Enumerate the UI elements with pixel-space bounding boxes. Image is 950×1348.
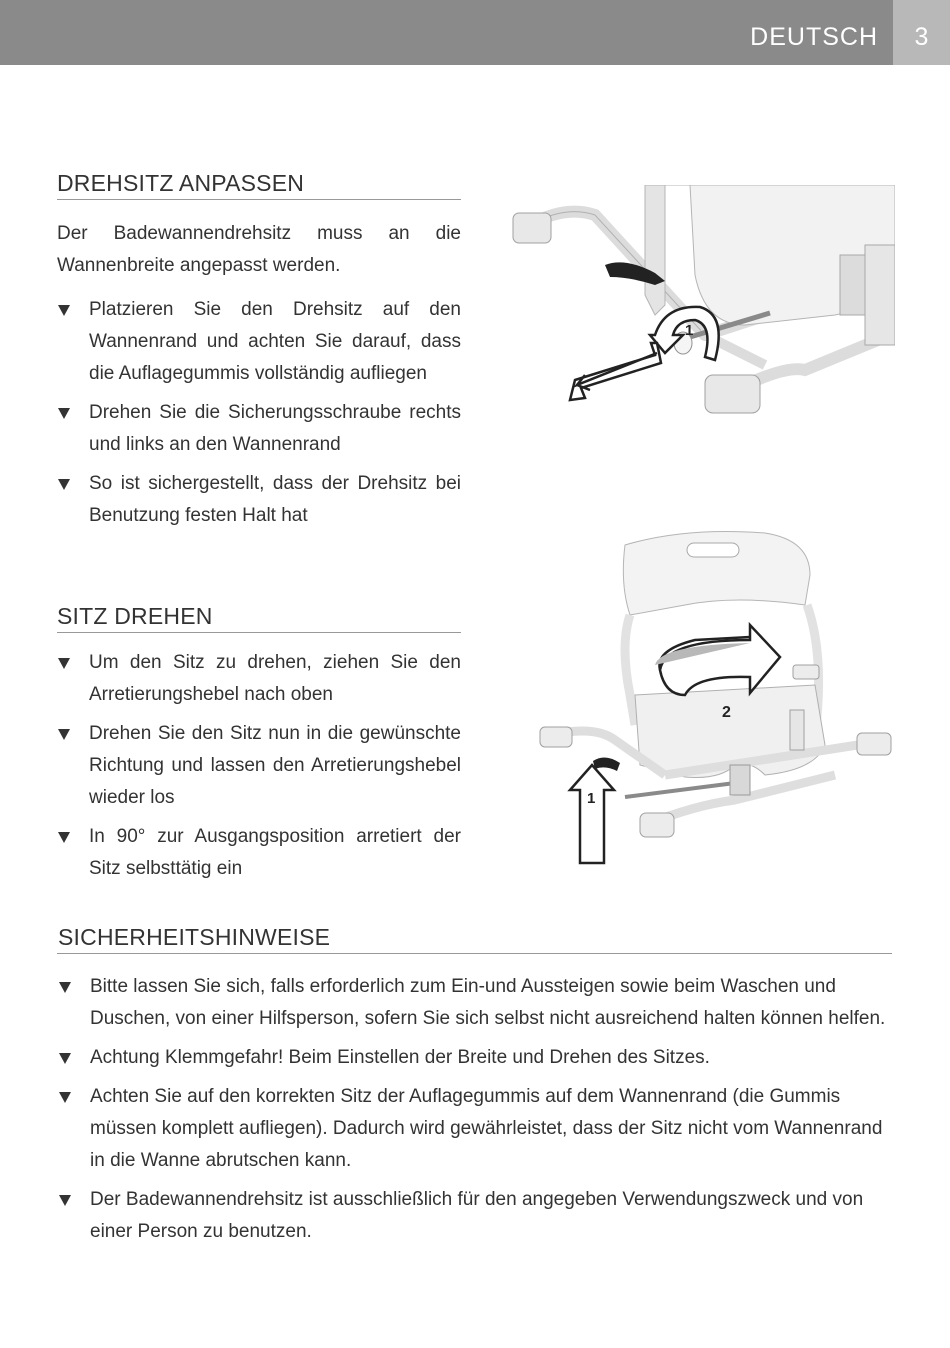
list-item: Der Badewannendrehsitz ist ausschließlich für den angegeben Verwendungszweck und von einer Person zu benutzen. [58, 1184, 888, 1248]
figure2-step1-label: 1 [587, 790, 596, 807]
page-number: 3 [893, 0, 950, 65]
figure-seat-adjustment [505, 185, 895, 435]
figure1-step-label: 1 [685, 322, 694, 339]
section-divider [57, 199, 461, 200]
list-item: Um den Sitz zu drehen, ziehen Sie den Arretierungshebel nach oben [57, 647, 461, 711]
page-header [0, 0, 950, 65]
bullet-triangle-icon [58, 729, 70, 740]
bullet-triangle-icon [58, 832, 70, 843]
header-language: DEUTSCH [750, 23, 878, 51]
bullet-triangle-icon [59, 1092, 71, 1103]
list-item: So ist sichergestellt, dass der Drehsitz bei Benutzung festen Halt hat [57, 468, 461, 532]
section-divider [57, 632, 461, 633]
bullet-triangle-icon [59, 1053, 71, 1064]
list-item: In 90° zur Ausgangsposition arretiert der Sitz selbsttätig ein [57, 821, 461, 885]
figure2-step2-label: 2 [722, 704, 731, 721]
section-intro: Der Badewannendrehsitz muss an die Wannenbreite angepasst werden. [57, 223, 461, 276]
section-title-drehsitz-anpassen: DREHSITZ ANPASSEN [57, 170, 305, 196]
section-divider [57, 953, 892, 954]
bullet-list-sicherheitshinweise [58, 971, 888, 1255]
bullet-triangle-icon [58, 479, 70, 490]
list-item: Drehen Sie die Sicherungsschraube rechts und links an den Wannenrand [57, 397, 461, 461]
bullet-triangle-icon [59, 1195, 71, 1206]
list-item: Drehen Sie den Sitz nun in die gewünschte Richtung und lassen den Arretierungshebel wieder los [57, 718, 461, 814]
bullet-list-drehsitz [57, 294, 461, 539]
list-item: Achten Sie auf den korrekten Sitz der Auflagegummis auf dem Wannenrand (die Gummis müssen komplett aufliegen). Dadurch wird gewährleistet, dass der Sitz nicht vom Wannenrand in die Wanne abrutschen kann. [58, 1081, 888, 1177]
list-item: Platzieren Sie den Drehsitz auf den Wannenrand und achten Sie darauf, dass die Auflagegummis vollständig aufliegen [57, 294, 461, 390]
figure-seat-rotation [535, 525, 895, 870]
bullet-list-sitz-drehen [57, 647, 461, 892]
bullet-triangle-icon [58, 408, 70, 419]
bullet-triangle-icon [59, 982, 71, 993]
bullet-triangle-icon [58, 658, 70, 669]
section-title-sicherheitshinweise: SICHERHEITSHINWEISE [58, 924, 331, 950]
section-title-sitz-drehen: SITZ DREHEN [57, 603, 213, 629]
bullet-triangle-icon [58, 305, 70, 316]
list-item: Bitte lassen Sie sich, falls erforderlich zum Ein-und Aussteigen sowie beim Waschen und Duschen, von einer Hilfsperson, sofern Sie sich selbst nicht ausreichend halten können helfen. [58, 971, 888, 1035]
list-item: Achtung Klemmgefahr! Beim Einstellen der Breite und Drehen des Sitzes. [58, 1042, 888, 1074]
